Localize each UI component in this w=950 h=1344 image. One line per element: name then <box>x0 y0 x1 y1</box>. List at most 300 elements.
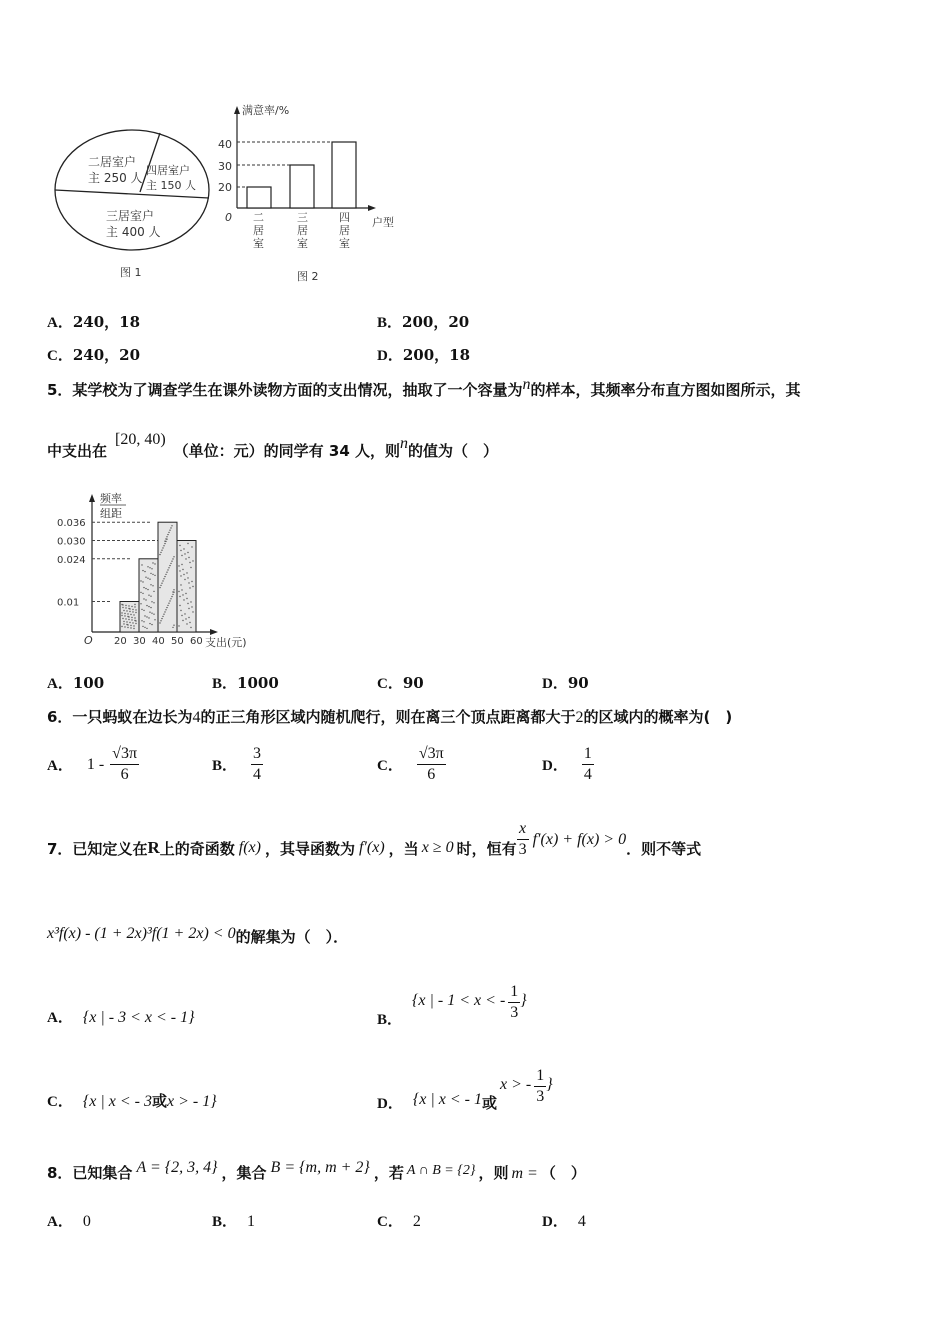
fraction-numerator: √3π <box>110 744 139 765</box>
hist-texture-dot <box>168 532 169 533</box>
hist-texture-dot <box>183 574 184 575</box>
hist-texture-dot <box>181 564 182 565</box>
option-fraction <box>508 982 520 1023</box>
hist-texture-dot <box>172 591 173 592</box>
hist-texture-dot <box>166 536 167 537</box>
hist-texture-dot <box>187 552 188 553</box>
hist-texture-dot <box>123 610 124 611</box>
hist-ylabel-top: 频率 <box>100 492 122 505</box>
cat-0-c0: 二 <box>253 211 264 224</box>
hist-texture-dot <box>151 613 152 614</box>
hist-texture-dot <box>133 628 134 629</box>
q4-option-c[interactable] <box>47 344 140 365</box>
hist-texture-dot <box>189 622 190 623</box>
hist-xtick-1: 30 <box>133 636 146 647</box>
figure-1-caption: 图 1 <box>120 266 142 279</box>
q6-option-a[interactable] <box>47 744 139 785</box>
hist-texture-dot <box>151 624 152 625</box>
option-label: B． <box>377 315 403 331</box>
hist-texture-dot <box>131 606 132 607</box>
fraction-denominator: 6 <box>427 766 436 783</box>
option-fraction <box>251 744 263 785</box>
hist-texture-dot <box>147 589 148 590</box>
fraction-numerator: 1 <box>534 1066 546 1087</box>
hist-texture-dot <box>154 575 155 576</box>
hist-texture-dot <box>142 626 143 627</box>
hist-texture-dot <box>163 614 164 615</box>
q7-text-6: ．则不等式 <box>626 839 702 858</box>
option-text-2: x > - <box>499 1076 532 1093</box>
q6-stem <box>47 706 732 727</box>
hist-texture-dot <box>165 609 166 610</box>
option-text: 200，18 <box>402 346 471 364</box>
hist-texture-dot <box>181 555 182 556</box>
option-label: D． <box>377 348 403 364</box>
q7-text-5: 时，恒有 <box>456 839 517 858</box>
hist-texture-dot <box>164 611 165 612</box>
pie-label-line1-2: 三居室户 <box>106 209 155 223</box>
hist-texture-dot <box>123 621 124 622</box>
hist-texture-dot <box>188 617 189 618</box>
origin-label: 0 <box>225 211 232 224</box>
hist-texture-dot <box>153 614 154 615</box>
q5-text-5: 的值为（ ） <box>408 442 499 460</box>
q7-ineq: f′(x) + f(x) > 0 <box>532 831 627 848</box>
hist-texture-dot <box>154 563 155 564</box>
q7-text-4: ，当 <box>388 839 419 858</box>
hist-texture-dot <box>186 572 187 573</box>
hist-texture-dot <box>127 627 128 628</box>
hist-texture-dot <box>187 603 188 604</box>
hist-texture-dot <box>189 587 190 588</box>
hist-texture-dot <box>127 613 128 614</box>
hist-texture-dot <box>146 628 147 629</box>
y-axis-title: 满意率/% <box>242 104 290 117</box>
q7-option-a[interactable] <box>47 1006 195 1027</box>
fraction-denominator: 6 <box>120 766 129 783</box>
hist-texture-dot <box>144 627 145 628</box>
hist-texture-dot <box>129 622 130 623</box>
hist-texture-dot <box>150 584 151 585</box>
hist-texture-dot <box>143 610 144 611</box>
hist-texture-dot <box>124 626 125 627</box>
option-close: } <box>520 992 527 1009</box>
hist-texture-dot <box>148 595 149 596</box>
hist-texture-dot <box>185 593 186 594</box>
hist-xtick-4: 60 <box>190 636 203 647</box>
fraction-denominator: 4 <box>253 766 262 783</box>
option-label: C． <box>47 1094 73 1110</box>
q8-setB: B = {m, m + 2} <box>270 1159 370 1176</box>
cat-0-c2: 室 <box>253 237 264 250</box>
q7-text-1: 7．已知定义在 <box>47 839 148 858</box>
q5-text-4: （单位：元）的同学有 34 人，则 <box>173 442 400 460</box>
hist-texture-dot <box>132 609 133 610</box>
option-text: 240，20 <box>72 346 141 364</box>
hist-texture-dot <box>131 617 132 618</box>
hist-y-arrow <box>89 494 95 502</box>
option-label: A． <box>47 758 73 774</box>
q5-var-n-2: n <box>400 435 408 452</box>
hist-texture-dot <box>189 562 190 563</box>
hist-texture-dot <box>130 627 131 628</box>
hist-texture-dot <box>130 625 131 626</box>
q8-option-b[interactable] <box>212 1210 255 1231</box>
hist-texture-dot <box>167 534 168 535</box>
hist-xlabel: 支出(元) <box>205 636 247 649</box>
hist-texture-dot <box>153 602 154 603</box>
hist-xtick-2: 40 <box>152 636 165 647</box>
hist-texture-dot <box>152 585 153 586</box>
hist-texture-dot <box>145 599 146 600</box>
bar-two-room <box>247 187 271 208</box>
q5-interval: [20, 40) <box>115 431 166 448</box>
cat-1-c2: 室 <box>297 237 308 250</box>
hist-texture-dot <box>127 624 128 625</box>
q7-stem-line2 <box>47 926 348 947</box>
figure-2-caption: 图 2 <box>297 270 319 283</box>
hist-texture-dot <box>180 584 181 585</box>
pie-chart-figure-1 <box>50 118 220 288</box>
q5-option-c[interactable] <box>377 672 424 693</box>
q8-text-2: ，集合 <box>221 1164 267 1182</box>
hist-texture-dot <box>132 611 133 612</box>
fraction-denominator: 3 <box>536 1088 545 1105</box>
q8-text-3: ，若 <box>373 1164 404 1182</box>
hist-texture-dot <box>179 605 180 606</box>
hist-texture-dot <box>150 573 151 574</box>
option-or: 或 <box>481 1094 497 1112</box>
hist-texture-dot <box>178 565 179 566</box>
y-tick-30: 30 <box>218 160 232 173</box>
q7-text-7: 的解集为（ ）． <box>235 928 349 946</box>
q5-text-1: 5．某学校为了调查学生在课外读物方面的支出情况，抽取了一个容量为 <box>47 381 523 399</box>
pie-label-line2-1: 主 150 人 <box>146 179 196 192</box>
hist-texture-dot <box>159 587 160 588</box>
hist-texture-dot <box>170 598 171 599</box>
bar-four-room <box>332 142 356 208</box>
y-tick-40: 40 <box>218 138 232 151</box>
hist-texture-dot <box>142 581 143 582</box>
hist-texture-dot <box>130 614 131 615</box>
option-label: A． <box>47 676 73 692</box>
hist-texture-dot <box>169 530 170 531</box>
option-or: 或 <box>151 1092 167 1110</box>
hist-texture-dot <box>129 608 130 609</box>
hist-texture-dot <box>192 586 193 587</box>
hist-texture-dot <box>151 601 152 602</box>
hist-xtick-0: 20 <box>114 636 127 647</box>
cat-2-c0: 四 <box>339 211 350 224</box>
hist-texture-dot <box>190 601 191 602</box>
hist-texture-dot <box>160 620 161 621</box>
option-text-2: x > - 1} <box>166 1093 217 1110</box>
hist-texture-dot <box>163 578 164 579</box>
hist-texture-dot <box>146 605 147 606</box>
q7-option-b[interactable] <box>377 982 527 1029</box>
hist-texture-dot <box>167 605 168 606</box>
hist-texture-dot <box>169 565 170 566</box>
hist-texture-dot <box>180 575 181 576</box>
hist-texture-dot <box>152 562 153 563</box>
hist-texture-dot <box>149 612 150 613</box>
hist-texture-dot <box>141 564 142 565</box>
q7-text-3: ，其导函数为 <box>264 839 355 858</box>
q8-option-c[interactable] <box>377 1210 421 1231</box>
hist-texture-dot <box>128 605 129 606</box>
hist-texture-dot <box>134 617 135 618</box>
q6-option-d[interactable] <box>542 744 594 785</box>
hist-texture-dot <box>135 612 136 613</box>
hist-texture-dot <box>187 577 188 578</box>
hist-texture-dot <box>149 579 150 580</box>
q4-option-d[interactable] <box>377 344 470 365</box>
q5-stem-line2 <box>47 431 499 461</box>
hist-texture-dot <box>179 570 180 571</box>
hist-texture-dot <box>133 614 134 615</box>
hist-texture-dot <box>192 560 193 561</box>
q8-text-4: ，则 <box>478 1164 509 1182</box>
hist-ytick-0: 0.036 <box>57 518 86 530</box>
q5-option-b[interactable] <box>212 672 279 693</box>
fraction-denominator: 4 <box>583 766 592 783</box>
q8-m-equals: m = <box>511 1165 538 1182</box>
cat-1-c0: 三 <box>297 211 308 224</box>
option-text: 90 <box>402 674 424 692</box>
hist-texture-dot <box>142 593 143 594</box>
hist-texture-dot <box>185 618 186 619</box>
hist-texture-dot <box>164 543 165 544</box>
pie-label-line1-0: 二居室户 <box>88 155 137 169</box>
hist-ytick-2: 0.024 <box>57 554 86 566</box>
hist-texture-dot <box>143 587 144 588</box>
q6-text-3: 的区域内的概率为( ) <box>583 708 733 726</box>
q7-option-d[interactable] <box>377 1066 553 1113</box>
q4-option-a[interactable] <box>47 311 140 332</box>
hist-texture-dot <box>134 604 135 605</box>
option-fraction <box>582 744 594 785</box>
hist-texture-dot <box>159 554 160 555</box>
q7-text-2: 上的奇函数 <box>159 839 235 858</box>
option-text: 4 <box>577 1213 586 1230</box>
q8-option-d[interactable] <box>542 1210 586 1231</box>
hist-texture-dot <box>163 545 164 546</box>
option-label: B． <box>212 1214 238 1230</box>
hist-texture-dot <box>181 615 182 616</box>
q7-fpx: f′(x) <box>358 839 385 856</box>
hist-texture-dot <box>170 563 171 564</box>
hist-texture-dot <box>185 558 186 559</box>
hist-texture-dot <box>150 596 151 597</box>
hist-texture-dot <box>123 623 124 624</box>
hist-texture-dot <box>182 620 183 621</box>
bar-chart-figure-2 <box>212 100 412 290</box>
hist-texture-dot <box>149 567 150 568</box>
option-label: B． <box>212 758 238 774</box>
hist-texture-dot <box>178 591 179 592</box>
hist-texture-dot <box>147 566 148 567</box>
hist-texture-dot <box>141 609 142 610</box>
hist-texture-dot <box>162 616 163 617</box>
hist-texture-dot <box>122 607 123 608</box>
cat-2-c2: 室 <box>339 237 350 250</box>
hist-texture-dot <box>184 553 185 554</box>
y-axis-arrow <box>234 106 240 114</box>
hist-texture-dot <box>128 616 129 617</box>
hist-texture-dot <box>140 580 141 581</box>
option-label: D． <box>542 1214 568 1230</box>
hist-texture-dot <box>125 605 126 606</box>
q6-option-c[interactable] <box>377 744 446 785</box>
hist-texture-dot <box>126 621 127 622</box>
hist-texture-dot <box>140 592 141 593</box>
option-text: 100 <box>72 674 105 692</box>
option-label: C． <box>377 676 403 692</box>
hist-texture-dot <box>154 619 155 620</box>
hist-texture-dot <box>165 538 166 539</box>
hist-texture-dot <box>143 621 144 622</box>
hist-texture-dot <box>135 620 136 621</box>
option-text: 1 <box>247 1213 256 1230</box>
q4-option-b[interactable] <box>377 311 469 332</box>
hist-texture-dot <box>146 616 147 617</box>
fraction-numerator: √3π <box>417 744 446 765</box>
hist-texture-dot <box>180 550 181 551</box>
q8-setA: A = {2, 3, 4} <box>136 1159 218 1176</box>
q5-option-a[interactable] <box>47 672 104 693</box>
hist-texture-dot <box>152 574 153 575</box>
hist-texture-dot <box>160 552 161 553</box>
hist-texture-dot <box>173 625 174 626</box>
y-tick-20: 20 <box>218 181 232 194</box>
x-axis-title: 户型 <box>372 216 394 229</box>
hist-texture-dot <box>173 589 174 590</box>
pie-label-line2-2: 主 400 人 <box>106 225 161 239</box>
hist-texture-dot <box>122 604 123 605</box>
option-label: C． <box>47 348 73 364</box>
q7-option-c[interactable] <box>47 1090 217 1111</box>
hist-texture-dot <box>181 589 182 590</box>
q6-num-2: 2 <box>575 709 584 726</box>
option-label: D． <box>542 676 568 692</box>
hist-ylabel-bottom: 组距 <box>100 507 122 520</box>
option-text: 2 <box>412 1213 421 1230</box>
hist-texture-dot <box>141 620 142 621</box>
hist-texture-dot <box>182 594 183 595</box>
fraction-denominator: 3 <box>518 840 527 858</box>
option-text: 90 <box>567 674 589 692</box>
hist-texture-dot <box>164 576 165 577</box>
q5-text-3: 中支出在 <box>47 442 108 460</box>
hist-texture-dot <box>186 598 187 599</box>
hist-texture-dot <box>169 600 170 601</box>
option-fraction <box>417 744 446 785</box>
q8-stem <box>47 1159 586 1183</box>
hist-texture-dot <box>188 557 189 558</box>
hist-texture-dot <box>166 572 167 573</box>
q7-ineq2: x³f(x) - (1 + 2x)³f(1 + 2x) < 0 <box>47 925 236 942</box>
fraction-numerator: 1 <box>582 744 594 765</box>
option-text: {x | x < - 3 <box>82 1093 152 1110</box>
hist-texture-dot <box>173 556 174 557</box>
hist-texture-dot <box>179 596 180 597</box>
hist-marks <box>57 518 203 647</box>
hist-texture-dot <box>129 611 130 612</box>
option-text: {x | - 3 < x < - 1} <box>82 1009 195 1026</box>
hist-texture-dot <box>191 546 192 547</box>
option-label: B． <box>377 1012 403 1028</box>
q7-R: R <box>147 838 160 857</box>
pie-label-line2-0: 主 250 人 <box>88 171 143 185</box>
hist-texture-dot <box>190 627 191 628</box>
hist-texture-dot <box>171 596 172 597</box>
hist-texture-dot <box>131 619 132 620</box>
q5-text-2: 的样本，其频率分布直方图如图所示，其 <box>530 381 801 399</box>
hist-texture-dot <box>148 606 149 607</box>
hist-texture-dot <box>134 606 135 607</box>
hist-texture-dot <box>172 558 173 559</box>
hist-texture-dot <box>144 615 145 616</box>
q8-option-a[interactable] <box>47 1210 91 1231</box>
q7-ineq-fraction <box>517 819 529 860</box>
option-text: 240，18 <box>72 313 141 331</box>
option-text: 0 <box>82 1213 91 1230</box>
hist-texture-dot <box>121 612 122 613</box>
hist-texture-dot <box>148 617 149 618</box>
q8-text-1: 8．已知集合 <box>47 1164 133 1182</box>
hist-texture-dot <box>125 607 126 608</box>
bar-three-room <box>290 165 314 208</box>
hist-texture-dot <box>166 607 167 608</box>
q6-num-4: 4 <box>192 709 201 726</box>
q6-option-b[interactable] <box>212 744 263 785</box>
hist-texture-dot <box>172 594 173 595</box>
hist-texture-dot <box>162 580 163 581</box>
hist-ytick-3: 0.01 <box>57 597 80 609</box>
q5-option-d[interactable] <box>542 672 589 693</box>
hist-texture-dot <box>160 585 161 586</box>
fraction-denominator: 3 <box>510 1004 519 1021</box>
hist-texture-dot <box>121 615 122 616</box>
option-label: A． <box>47 315 73 331</box>
hist-texture-dot <box>188 582 189 583</box>
option-close: } <box>546 1076 553 1093</box>
option-label: A． <box>47 1214 73 1230</box>
option-label: C． <box>377 758 403 774</box>
q8-text-5: （ ） <box>540 1164 586 1182</box>
option-fraction <box>110 744 139 785</box>
hist-texture-dot <box>191 581 192 582</box>
hist-texture-dot <box>191 606 192 607</box>
hist-texture-dot <box>153 591 154 592</box>
hist-texture-dot <box>162 547 163 548</box>
option-text: 1000 <box>237 674 279 692</box>
hist-texture-dot <box>161 583 162 584</box>
cat-1-c1: 居 <box>297 224 308 237</box>
q7-cond: x ≥ 0 <box>421 839 454 856</box>
q7-stem-line1 <box>47 819 702 870</box>
hist-origin: O <box>84 634 93 647</box>
hist-texture-dot <box>143 598 144 599</box>
fraction-numerator: x <box>517 819 529 840</box>
hist-texture-dot <box>179 545 180 546</box>
hist-texture-dot <box>171 525 172 526</box>
hist-texture-dot <box>167 569 168 570</box>
hist-texture-dot <box>183 548 184 549</box>
hist-texture-dot <box>159 622 160 623</box>
option-label: C． <box>377 1214 403 1230</box>
hist-texture-dot <box>133 625 134 626</box>
